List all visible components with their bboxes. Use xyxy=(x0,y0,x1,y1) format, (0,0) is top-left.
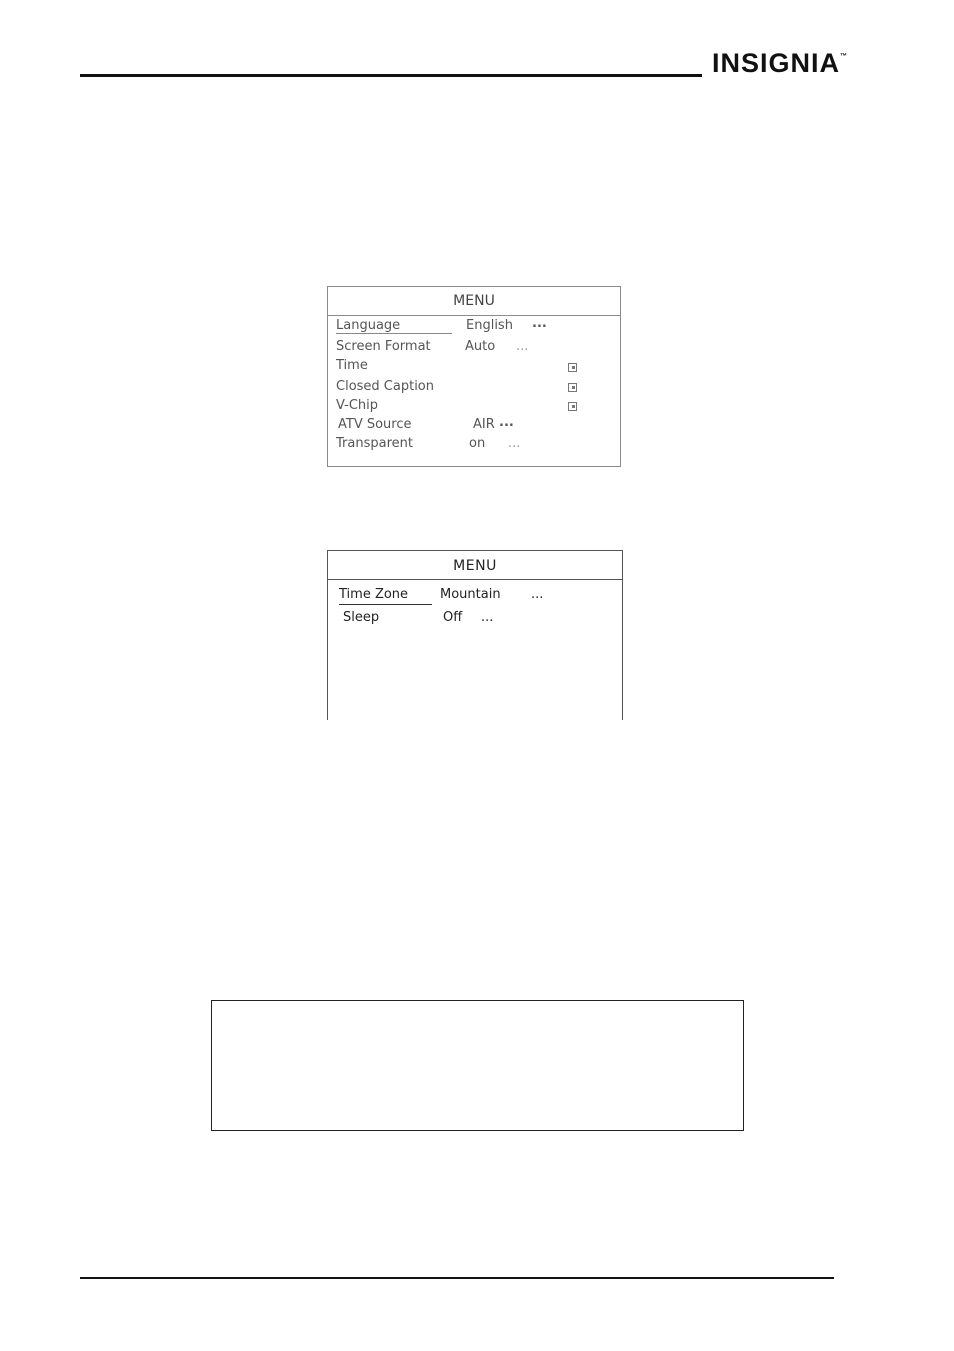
menu-value-transparent: on xyxy=(469,436,486,451)
menu-value-language: English xyxy=(466,318,513,333)
note-box xyxy=(211,1000,744,1131)
menu-more-language: ... xyxy=(532,316,547,331)
menu-item-screen-format[interactable]: Screen Format xyxy=(336,339,431,354)
menu-title: MENU xyxy=(328,551,622,580)
trademark-mark: ™ xyxy=(840,53,848,60)
menu-screen-time xyxy=(327,550,623,720)
menu-more-atv-source: ... xyxy=(499,415,514,430)
footer-rule xyxy=(80,1277,834,1279)
menu-value-time-zone: Mountain xyxy=(440,587,501,602)
menu-value-sleep: Off xyxy=(443,610,463,625)
submenu-icon xyxy=(568,383,577,392)
submenu-icon xyxy=(568,402,577,411)
menu-more-transparent: ... xyxy=(508,436,521,451)
menu-item-sleep[interactable]: Sleep xyxy=(343,610,380,625)
menu-more-sleep: ... xyxy=(481,610,494,625)
menu-item-transparent[interactable]: Transparent xyxy=(336,436,413,451)
menu-more-time-zone: ... xyxy=(531,587,544,602)
menu-value-atv-source: AIR xyxy=(473,417,495,432)
menu-item-language[interactable]: Language xyxy=(336,318,452,334)
menu-item-closed-caption[interactable]: Closed Caption xyxy=(336,379,434,394)
menu-more-screen-format: ... xyxy=(516,339,529,354)
menu-screen-main xyxy=(327,286,621,467)
header-rule xyxy=(80,74,702,77)
submenu-icon xyxy=(568,363,577,372)
brand-logo: INSIGNIA™ xyxy=(712,48,848,78)
menu-item-time-zone[interactable]: Time Zone xyxy=(339,587,432,605)
menu-item-atv-source[interactable]: ATV Source xyxy=(338,417,412,432)
menu-item-time[interactable]: Time xyxy=(336,358,368,373)
menu-item-v-chip[interactable]: V-Chip xyxy=(336,398,379,413)
menu-value-screen-format: Auto xyxy=(465,339,496,354)
menu-title: MENU xyxy=(328,287,620,316)
